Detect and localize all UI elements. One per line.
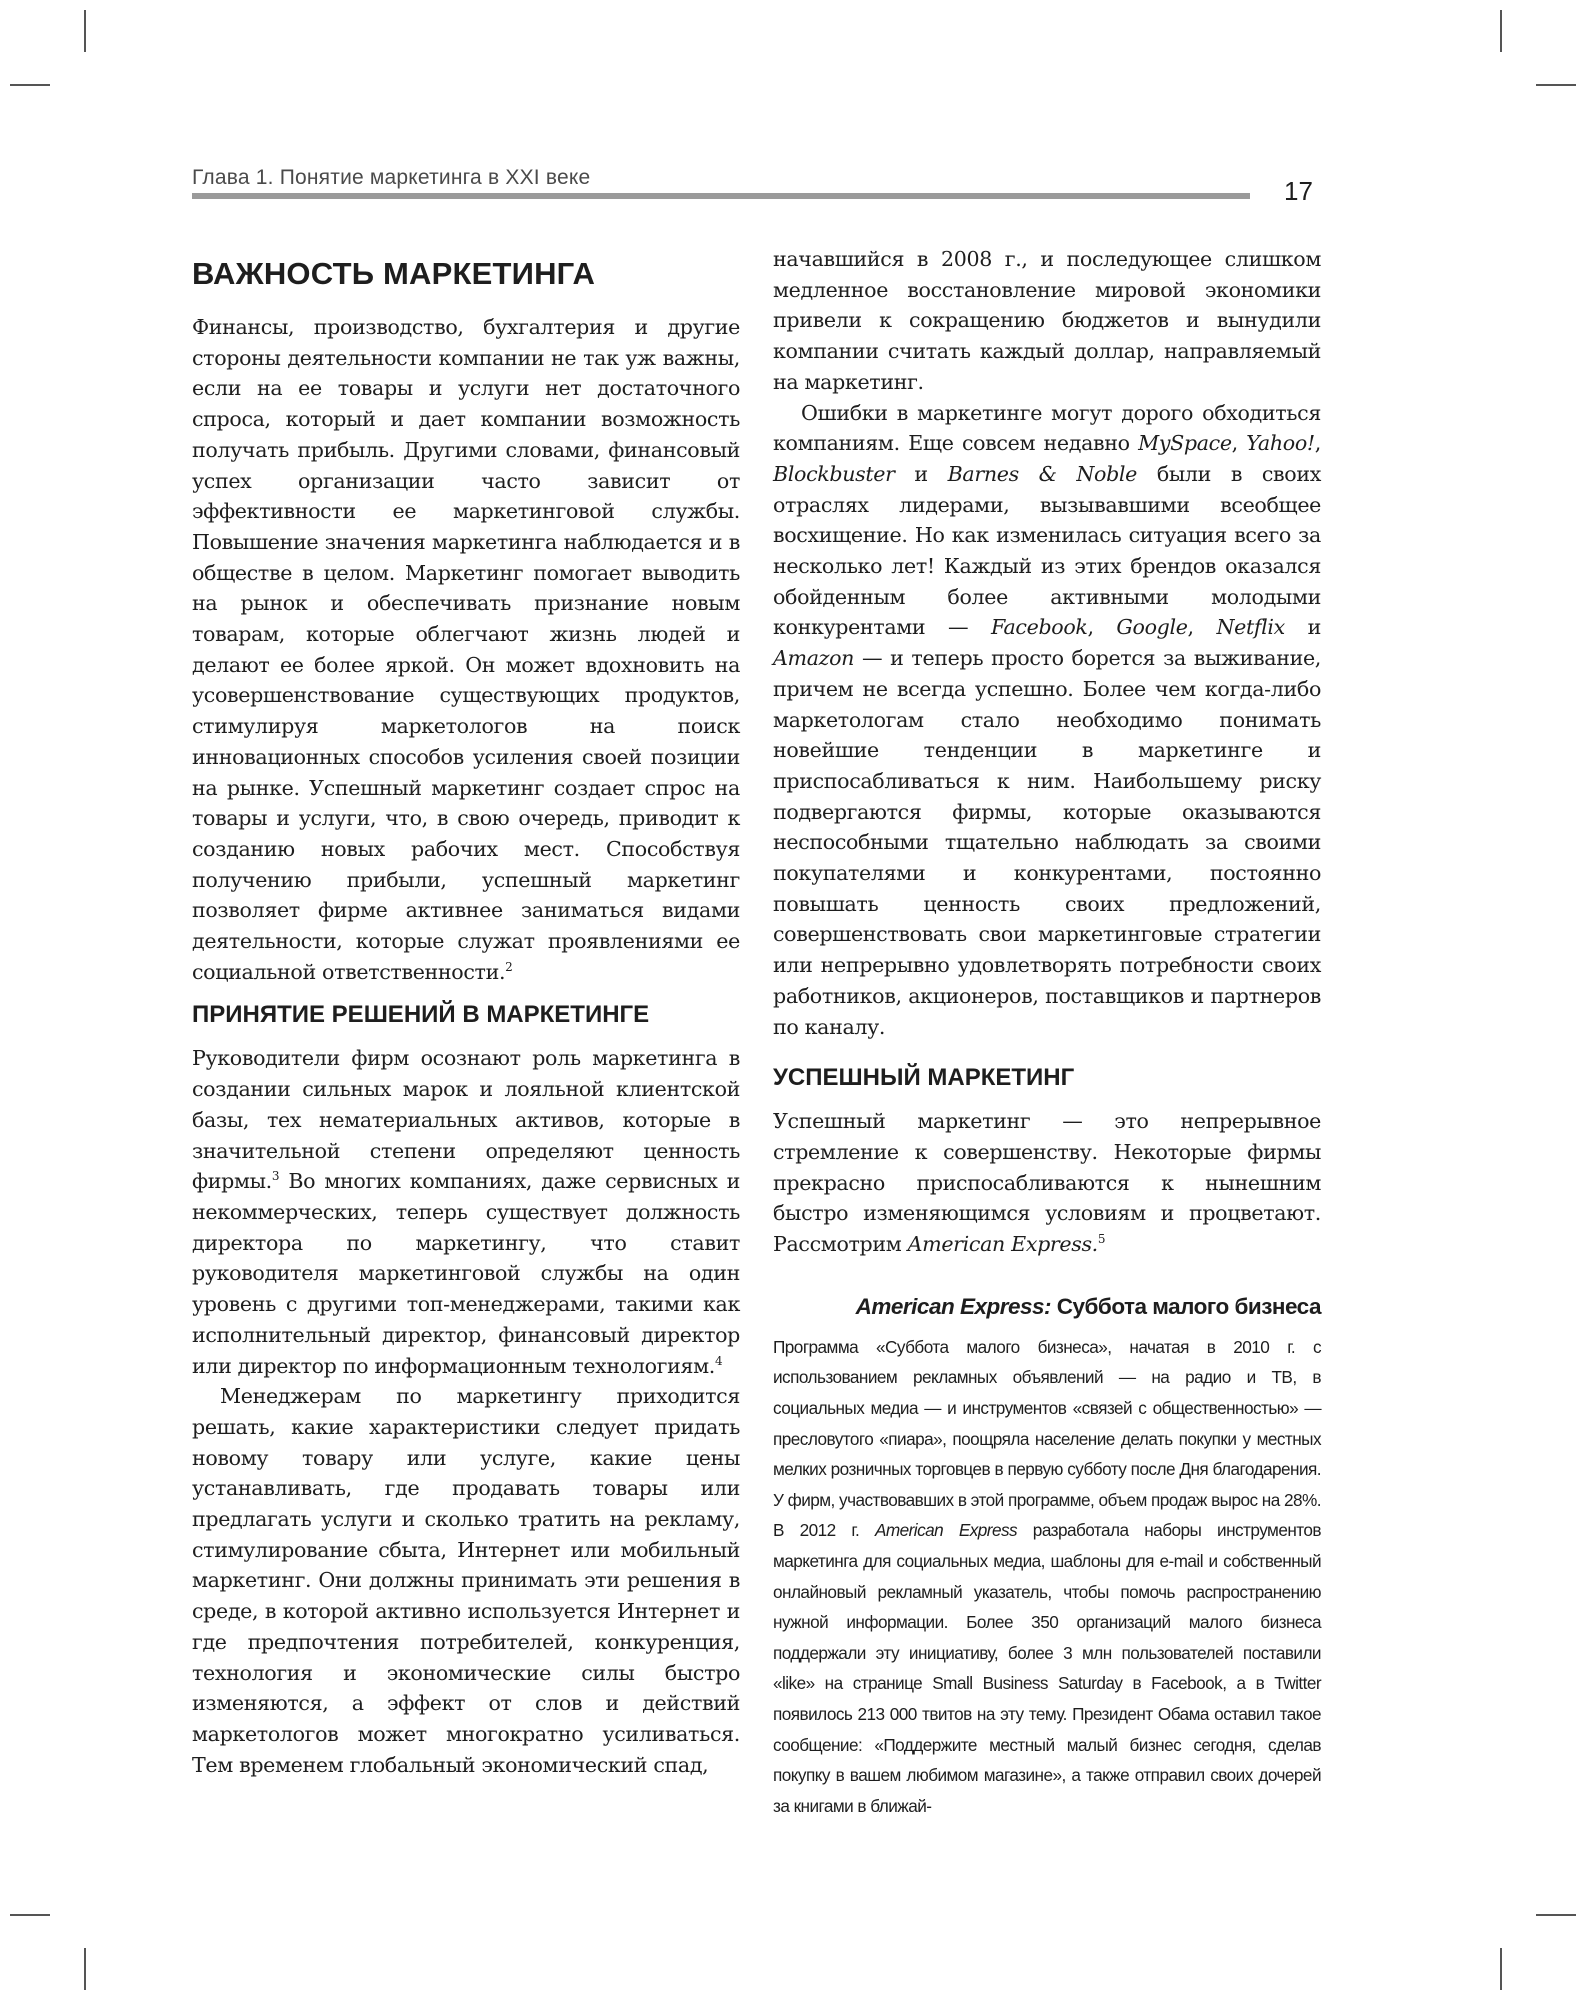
brand-name: MySpace [1138,431,1232,456]
conjunction: и [1284,615,1321,640]
crop-mark [1500,1948,1502,1990]
brand-name: Blockbuster [773,461,895,486]
crop-mark [10,84,50,86]
case-box-title-text: Суббота малого бизнеса [1051,1293,1321,1319]
footnote-ref: 3 [271,1169,280,1184]
brand-name: American Express [874,1520,1018,1541]
subsection-heading-success: УСПЕШНЫЙ МАРКЕТИНГ [773,1064,1075,1092]
paragraph-importance [192,312,740,987]
punctuation: , [1187,615,1217,640]
paragraph-text: Ошибки в маркетинге могут дорого обходиться компаниям. Еще совсем недавно [773,400,1321,456]
paragraph-text: Успешный маркетинг — это непрерывное стремление к совершенству. Некоторые фирмы прекрасно приспосабливаются к нынешним быстро изменяющимся условиям и процветают. Рассмотрим [773,1109,1321,1257]
subsection-heading-decisions: ПРИНЯТИЕ РЕШЕНИЙ В МАРКЕТИНГЕ [192,1001,650,1029]
brand-name: Yahoo! [1246,431,1315,456]
crop-mark [1536,1914,1576,1916]
paragraph-decisions [192,1043,740,1381]
punctuation: , [1314,431,1321,456]
brand-name: Amazon [773,646,855,671]
footnote-ref: 4 [714,1353,723,1368]
paragraph-text: Руководители фирм осознают роль маркетинга в создании сильных марок и лояльной клиентской базы, тех нематериальных активов, которые в значительной степени определяют ценность фирмы. [192,1046,740,1194]
brand-name: Facebook [990,615,1088,640]
section-heading-importance: ВАЖНОСТЬ МАРКЕТИНГА [192,256,596,291]
conjunction: и [894,461,948,486]
crop-mark [84,10,86,52]
case-box-text [773,1332,1321,1822]
crop-mark [10,1914,50,1916]
running-header-title: Глава 1. Понятие маркетинга в XXI веке [192,166,591,189]
case-text: Программа «Суббота малого бизнеса», начатая в 2010 г. с использованием рекламных объявлений — на радио и ТВ, в социальных медиа — и инструментов «связей с общественностью» — пресловутого «пиара», поощряла население делать покупки у местных мелких розничных торговцев в первую субботу после Дня благодарения. У фирм, участвовавших в этой программе, объем продаж вырос на 28%. В 2012 г. [773,1336,1321,1541]
crop-mark [1536,84,1576,86]
paragraph-text: — и теперь просто борется за выживание, причем не всегда успешно. Более чем когда-либо маркетологам стало необходимо понимать новейшие тенденции в маркетинге и приспосабливаться к ним. Наибольшему риску подвергаются фирмы, которые оказываются неспособными тщательно наблюдать за своими покупателями и конкурентами, постоянно повышать ценность своих предложений, совершенствовать свои маркетинговые стратегии или непрерывно удовлетворять потребности своих работников, акционеров, поставщиков и партнеров по каналу. [773,646,1321,1039]
page-number: 17 [1284,176,1313,206]
brand-name: American Express. [907,1232,1098,1257]
brand-name: Netflix [1216,615,1285,640]
right-column [773,244,1321,1821]
paragraph-text: Финансы, производство, бухгалтерия и другие стороны деятельности компании не так уж важны, если на ее товары и услуги нет достаточного спроса, который и дает компании возможность получать прибыль. Другими словами, финансовый успех организации часто зависит от эффективности ее маркетинговой службы. Повышение значения маркетинга наблюдается и в обществе в целом. Маркетинг помогает выводить на рынок и обеспечивать признание новым товарам, которые облегчают жизнь людей и делают ее более яркой. Он может вдохновить на усовершенствование существующих продуктов, стимулируя маркетологов на поиск инновационных способов усиления своей позиции на рынке. Успешный маркетинг создает спрос на товары и услуги, что, в свою очередь, приводит к созданию новых рабочих мест. Способствуя получению прибыли, успешный маркетинг позволяет фирме активнее заниматься видами деятельности, которые служат проявлениями ее социальной ответственности. [192,315,740,984]
paragraph-mistakes [773,398,1321,1043]
left-column [192,244,740,1780]
crop-mark [84,1948,86,1990]
punctuation: , [1231,431,1247,456]
paragraph-text: Во многих компаниях, даже сервисных и некоммерческих, теперь существует должность директора по маркетингу, что ставит руководителя маркетинговой службы на один уровень с другими топ-менеджерами, такими как исполнительный директор, финансовый директор или директор по информационным технологиям. [192,1169,740,1378]
paragraph-managers: Менеджерам по маркетингу приходится решать, какие характеристики следует придать новому товару или услуге, какие цены устанавливать, где продавать товары или предлагать услуги и сколько тратить на рекламу, стимулирование сбыта, Интернет или мобильный маркетинг. Они должны принимать эти решения в среде, в которой активно используется Интернет и где предпочтения потребителей, конкуренция, технология и экономические силы быстро изменяются, а эффект от слов и действий маркетологов может многократно усиливаться. Тем временем глобальный экономический спад, [192,1384,740,1777]
punctuation: , [1087,615,1117,640]
paragraph-continuation: начавшийся в 2008 г., и последующее слишком медленное восстановление мировой экономики привели к сокращению бюджетов и вынудили компании считать каждый доллар, направляемый на маркетинг. [773,247,1321,394]
case-box-title [773,1294,1321,1320]
brand-name: Google [1116,615,1188,640]
crop-mark [1500,10,1502,52]
paragraph-success [773,1106,1321,1260]
header-rule [192,193,1250,199]
footnote-ref: 5 [1097,1232,1106,1247]
case-box-title-brand: American Express: [855,1293,1052,1319]
case-text: разработала наборы инструментов маркетинга для социальных медиа, шаблоны для e-mail и собственный онлайновый рекламный указатель, чтобы помочь распространению нужной информации. Более 350 организаций малого бизнеса поддержали эту инициативу, более 3 млн пользователей поставили «like» на странице Small Business Saturday в Facebook, а в Twitter появилось 213 000 твитов на эту тему. Президент Обама оставил такое сообщение: «Поддержите местный малый бизнес сегодня, сделав покупку в вашем любимом магазине», а также отправил своих дочерей за книгами в ближай- [773,1520,1321,1816]
brand-name: Barnes & Noble [947,461,1138,486]
footnote-ref: 2 [505,959,513,974]
paragraph-text: были в своих отраслях лидерами, вызывавшими всеобщее восхищение. Но как изменилась ситуация всего за несколько лет! Каждый из этих брендов оказался обойденным более активными молодыми конкурентами — [773,461,1321,640]
